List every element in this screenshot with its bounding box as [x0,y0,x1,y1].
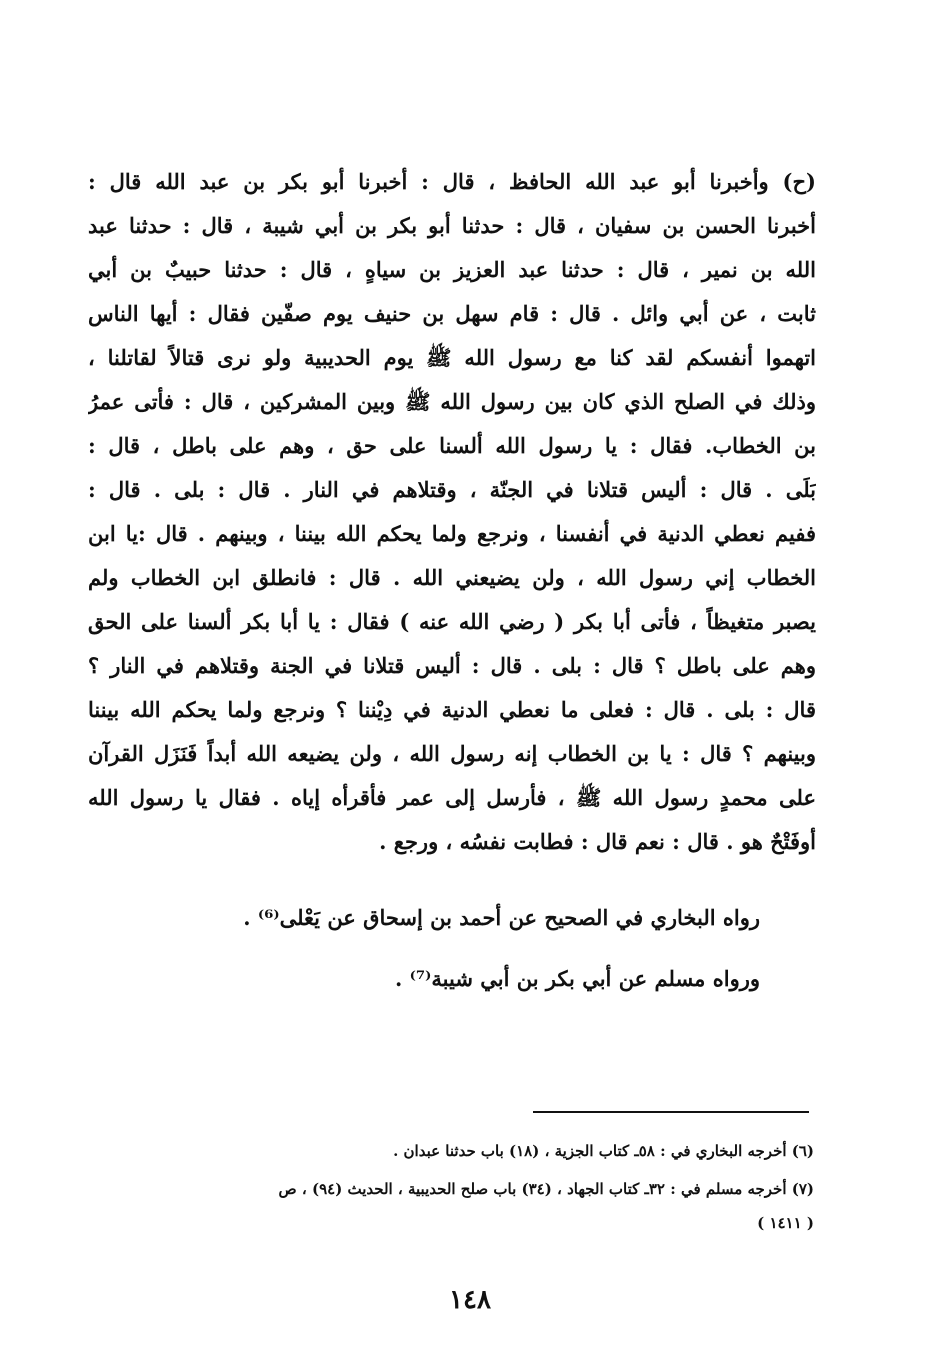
text-line: وبينهم ؟ قال : يا بن الخطاب إنه رسول الله ، ولن يضيعه الله أبداً فَنَزَل القرآن [88,741,816,766]
text-line: على محمدٍ رسول الله ﷺ ، فأرسل إلى عمر فأقرأه إياه . فقال يا رسول الله [88,785,816,810]
text-line: يصبر متغيظاً ، فأتى أبا بكر ( رضي الله عنه ) فقال : يا أبا بكر ألسنا على الحق [88,609,816,634]
narration-muslim: ورواه مسلم عن أبي بكر بن أبي شيبة⁽⁷⁾ . [395,966,760,991]
text-line: أخبرنا الحسن بن سفيان ، قال : حدثنا أبو بكر بن أبي شيبة ، قال : حدثنا عبد [88,213,816,238]
text-line: وهم على باطل ؟ قال : بلى . قال : أليس قتلانا في الجنة وقتلاهم في النار ؟ [88,653,816,678]
main-text [88,160,816,864]
text-line: اتهموا أنفسكم لقد كنا مع رسول الله ﷺ يوم الحديبية ولو نرى قتالاً لقاتلنا ، [88,345,816,370]
page-number: ١٤٨ [449,1285,491,1315]
text-line: ثابت ، عن أبي وائل . قال : قام سهل بن حنيف يوم صفّين فقال : أيها الناس [88,301,816,326]
text-line: وذلك في الصلح الذي كان بين رسول الله ﷺ وبين المشركين ، قال : فأتى عمرُ [88,389,816,414]
footnote-6: (٦) أخرجه البخاري في : ٥٨ـ كتاب الجزية ، (١٨) باب حدثنا عبدان . [393,1142,814,1160]
text-line: الخطاب إني رسول الله ، ولن يضيعني الله . قال : فانطلق ابن الخطاب ولم [88,565,816,590]
text-line: بَلَى . قال : أليس قتلانا في الجنّة ، وقتلاهم في النار . قال : بلى . قال : [88,477,816,502]
text-line: الله بن نمير ، قال : حدثنا عبد العزيز بن سياهٍ ، قال : حدثنا حبيبٌ بن أبي [88,257,816,282]
text-line: بن الخطاب. فقال : يا رسول الله ألسنا على حق ، وهم على باطل ، قال : [88,433,816,458]
footnote-7-continuation: ( ١٤١١ ) [757,1214,814,1232]
text-line: أوفَتْحٌ هو . قال : نعم قال : فطابت نفسُه ، ورجع . [379,829,816,854]
text-line: ففيم نعطي الدنية في أنفسنا ، ونرجع ولما يحكم الله بيننا ، وبينهم . قال :يا ابن [88,521,816,546]
footnote-7: (٧) أخرجه مسلم في : ٣٢ـ كتاب الجهاد ، (٣٤) باب صلح الحديبية ، الحديث (٩٤) ، ص [278,1180,814,1198]
footnote-separator [533,1111,809,1113]
text-line: (ح) وأخبرنا أبو عبد الله الحافظ ، قال : أخبرنا أبو بكر بن عبد الله قال : [88,169,816,194]
narration-bukhari: رواه البخاري في الصحيح عن أحمد بن إسحاق عن يَعْلى⁽⁶⁾ . [243,905,760,930]
text-line: قال : بلى . قال : فعلى ما نعطي الدنية في دِيْننا ؟ ونرجع ولما يحكم الله بيننا [88,697,816,722]
